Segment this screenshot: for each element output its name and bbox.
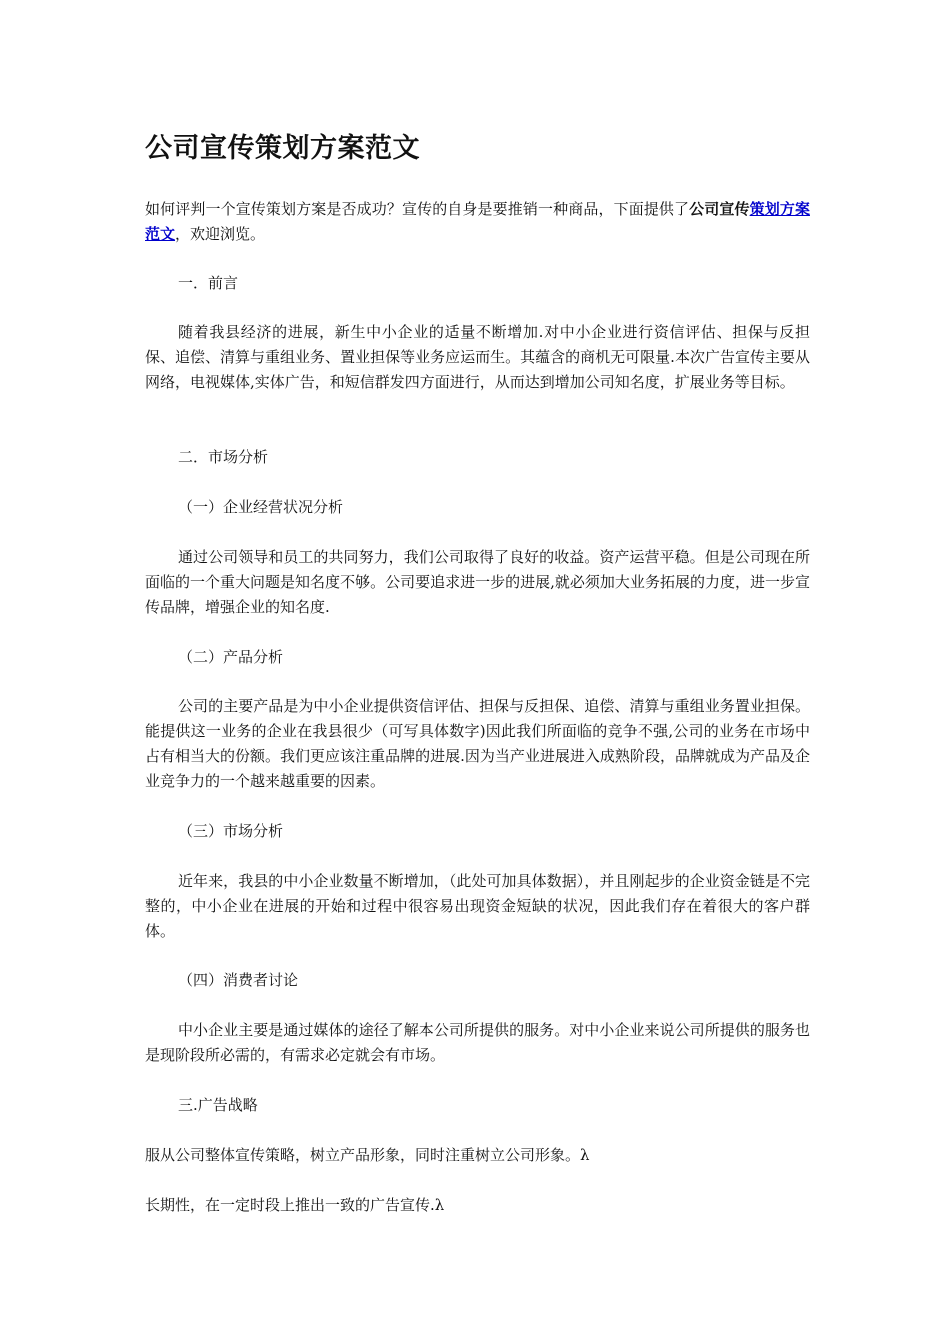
preface-paragraph: 随着我县经济的进展，新生中小企业的适量不断增加.对中小企业进行资信评估、担保与反担保、追偿、清算与重组业务、置业担保等业务应运而生。其蕴含的商机无可限量.本次广告宣传主要从网络，电视媒体,实体广告，和短信群发四方面进行，从而达到增加公司知名度，扩展业务等目标。	[145, 323, 810, 391]
market-analysis-paragraph: 近年来，我县的中小企业数量不断增加，（此处可加具体数据），并且刚起步的企业资金链是不完整的，中小企业在进展的开始和过程中很容易出现资金短缺的状况，因此我们存在着很大的客户群体。	[145, 872, 810, 940]
article-link[interactable]: 策划方案范文	[145, 200, 810, 243]
section-heading-ad-strategy: 三.广告战略	[178, 1096, 258, 1114]
intro-text: 如何评判一个宣传策划方案是否成功？宣传的自身是要推销一种商品，下面提供了	[145, 200, 690, 218]
consumer-paragraph: 中小企业主要是通过媒体的途径了解本公司所提供的服务。对中小企业来说公司所提供的服务也是现阶段所必需的，有需求必定就会有市场。	[145, 1021, 810, 1064]
business-paragraph: 通过公司领导和员工的共同努力，我们公司取得了良好的收益。资产运营平稳。但是公司现在所面临的一个重大问题是知名度不够。公司要追求进一步的进展,就必须加大业务拓展的力度，进一步宣传品牌，增强企业的知名度.	[145, 548, 810, 616]
subsection-heading-business: （一）企业经营状况分析	[178, 498, 344, 516]
subsection-heading-consumer: （四）消费者讨论	[178, 971, 299, 989]
document-title: 公司宣传策划方案范文	[145, 133, 420, 164]
section-heading-preface: 一．前言	[178, 274, 239, 292]
intro-bold-text: 公司宣传	[689, 200, 750, 218]
subsection-heading-product: （二）产品分析	[178, 648, 284, 666]
section-heading-market: 二．市场分析	[178, 448, 269, 466]
intro-text-end: ，欢迎浏览。	[175, 225, 266, 243]
product-paragraph: 公司的主要产品是为中小企业提供资信评估、担保与反担保、追偿、清算与重组业务置业担保。能提供这一业务的企业在我县很少（可写具体数字)因此我们所面临的竞争不强,公司的业务在市场中占有相当大的份额。我们更应该注重品牌的进展.因为当产业进展进入成熟阶段，品牌就成为产品及企业竞争力的一个越来越重要的因素。	[145, 697, 810, 790]
subsection-heading-market-analysis: （三）市场分析	[178, 822, 284, 840]
ad-strategy-line-2: 长期性，在一定时段上推出一致的广告宣传.λ	[145, 1196, 445, 1214]
intro-paragraph	[145, 197, 810, 247]
ad-strategy-line-1: 服从公司整体宣传策略，树立产品形象，同时注重树立公司形象。λ	[145, 1146, 590, 1164]
